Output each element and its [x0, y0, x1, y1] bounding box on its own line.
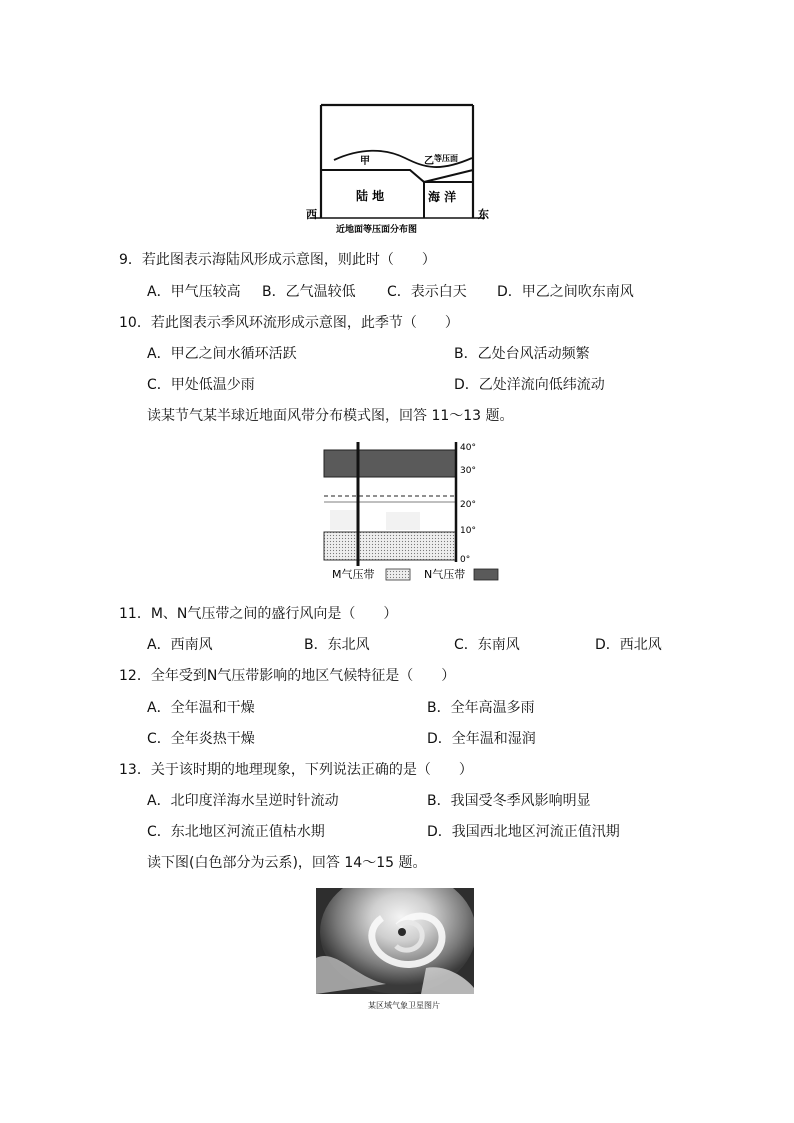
label-west: 西 — [306, 208, 317, 221]
label-land: 陆 地 — [356, 189, 385, 203]
isobar-diagram-svg — [300, 100, 500, 240]
q10-stem: 10．若此图表示季风环流形成示意图，此季节（ ） — [119, 315, 459, 331]
q13-option-c[interactable]: C．东北地区河流正值枯水期 — [147, 824, 325, 840]
satellite-figure — [316, 888, 474, 1012]
q10-option-c[interactable]: C．甲处低温少雨 — [147, 377, 255, 393]
lat-label-10: 10° — [460, 526, 476, 536]
lat-label-30: 30° — [460, 466, 476, 476]
legend-m-swatch — [386, 569, 410, 580]
q11-option-b[interactable]: B．东北风 — [304, 637, 370, 653]
satellite-image — [316, 888, 474, 994]
q9-option-d[interactable]: D．甲乙之间吹东南风 — [497, 284, 634, 300]
legend-n-swatch — [474, 569, 498, 580]
fig1-caption: 近地面等压面分布图 — [336, 225, 418, 235]
label-jia: 甲 — [360, 156, 370, 167]
m-pressure-belt — [324, 532, 456, 560]
cyclone-eye — [398, 928, 406, 936]
pressure-belt-figure — [320, 438, 510, 586]
q12-option-d[interactable]: D．全年温和湿润 — [427, 731, 536, 747]
n-pressure-belt — [324, 450, 456, 477]
q11-stem: 11．M、N气压带之间的盛行风向是（ ） — [119, 606, 398, 622]
q13-stem: 13．关于该时期的地理现象，下列说法正确的是（ ） — [119, 762, 473, 778]
q12-stem: 12．全年受到N气压带影响的地区气候特征是（ ） — [119, 668, 456, 684]
q12-option-b[interactable]: B．全年高温多雨 — [427, 700, 535, 716]
lat-label-40: 40° — [460, 443, 476, 453]
q13-option-b[interactable]: B．我国受冬季风影响明显 — [427, 793, 591, 809]
label-sea: 海 洋 — [428, 190, 457, 204]
q9-option-a[interactable]: A．甲气压较高 — [147, 284, 241, 300]
satellite-caption: 某区域气象卫星图片 — [368, 1001, 440, 1010]
q9-option-c[interactable]: C．表示白天 — [387, 284, 467, 300]
q12-option-c[interactable]: C．全年炎热干燥 — [147, 731, 255, 747]
q11-option-c[interactable]: C．东南风 — [454, 637, 520, 653]
legend-n-label: N气压带 — [424, 568, 466, 581]
intro-14-15: 读下图(白色部分为云系)，回答 14～15 题。 — [147, 855, 427, 871]
q9-option-b[interactable]: B．乙气温较低 — [262, 284, 356, 300]
faint-block-1 — [330, 510, 360, 530]
q10-option-a[interactable]: A．甲乙之间水循环活跃 — [147, 346, 297, 362]
lat-label-20: 20° — [460, 500, 476, 510]
label-isobar: 等压面 — [434, 154, 458, 163]
q9-stem: 9．若此图表示海陆风形成示意图，则此时（ ） — [119, 252, 436, 268]
q13-option-a[interactable]: A．北印度洋海水呈逆时针流动 — [147, 793, 339, 809]
intro-11-13: 读某节气某半球近地面风带分布模式图，回答 11～13 题。 — [147, 408, 514, 424]
lat-label-0: 0° — [460, 555, 471, 565]
q10-option-b[interactable]: B．乙处台风活动频繁 — [454, 346, 590, 362]
label-yi: 乙 — [424, 156, 434, 167]
q11-option-a[interactable]: A．西南风 — [147, 637, 213, 653]
q11-option-d[interactable]: D．西北风 — [595, 637, 662, 653]
q13-option-d[interactable]: D．我国西北地区河流正值汛期 — [427, 824, 620, 840]
isobar-figure — [300, 100, 500, 240]
q12-option-a[interactable]: A．全年温和干燥 — [147, 700, 255, 716]
q10-option-d[interactable]: D．乙处洋流向低纬流动 — [454, 377, 605, 393]
pressure-belt-svg — [320, 438, 510, 586]
label-east: 东 — [478, 208, 489, 221]
legend-m-label: M气压带 — [332, 568, 375, 581]
faint-block-2 — [386, 512, 420, 530]
